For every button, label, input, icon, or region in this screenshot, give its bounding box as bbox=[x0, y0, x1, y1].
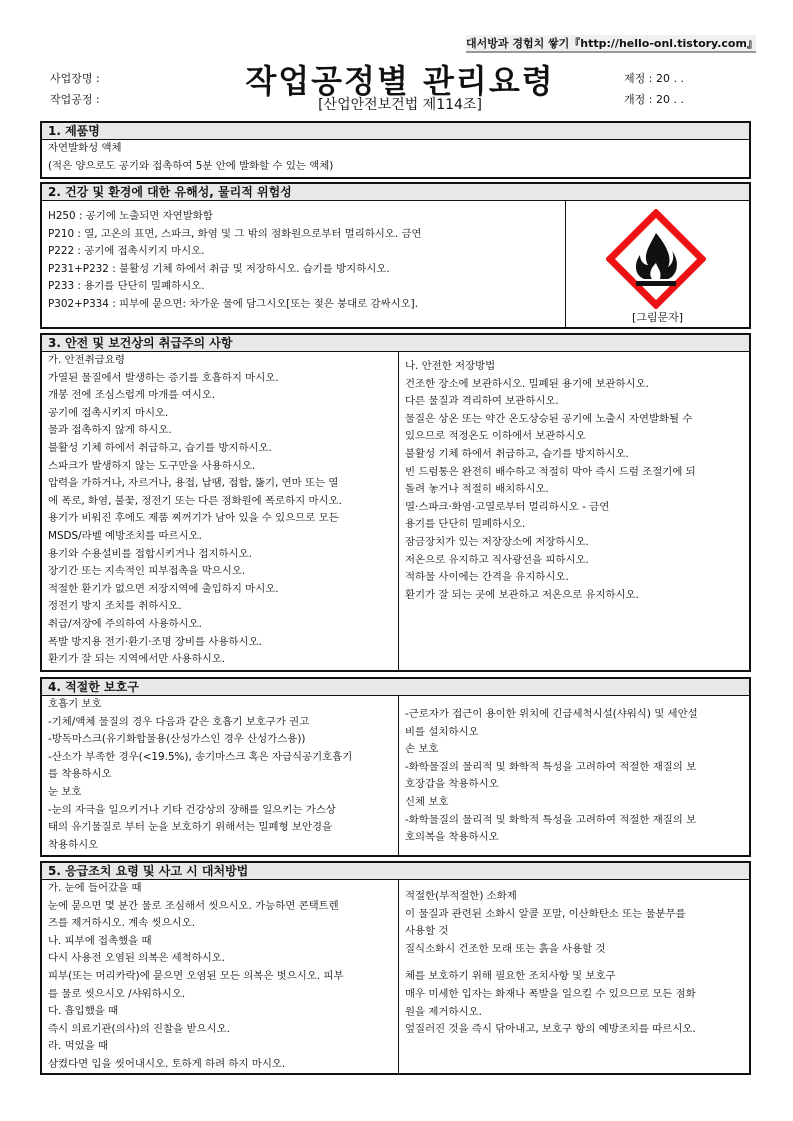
fire-line: 체를 보호하기 위해 필요한 조치사항 및 보호구 bbox=[405, 970, 616, 983]
storage-line: 있으므로 적정온도 이하에서 보관하시오 bbox=[405, 430, 586, 443]
first-aid-line: 가. 눈에 들어갔을 때 bbox=[48, 882, 142, 894]
ppe-line: -눈의 자극을 일으키거나 기타 건강상의 장해를 일으키는 가스상 bbox=[48, 803, 336, 816]
hazard-statements bbox=[42, 208, 422, 314]
ghs-pictogram bbox=[565, 201, 749, 327]
storage-line: 적하물 사이에는 간격을 유지하시오. bbox=[405, 571, 569, 584]
hazard-line: P233 : 용기를 단단히 밀폐하시오. bbox=[48, 280, 205, 293]
fire-line: 매우 미세한 입자는 화재나 폭발을 일으킬 수 있으므로 모든 점화 bbox=[405, 987, 696, 1000]
first-aid-line: 즉시 의료기관(의사)의 진찰을 받으시오. bbox=[48, 1022, 230, 1035]
ppe-line: 비를 설치하시오 bbox=[405, 725, 479, 738]
handling-line: 개봉 전에 조심스럽게 마개를 여시오. bbox=[48, 389, 216, 402]
section-text: (적은 양으로도 공기와 접촉하여 5분 안에 발화할 수 있는 액체) bbox=[48, 159, 334, 172]
handling-line: 물과 접촉하지 않게 하시오. bbox=[48, 424, 172, 437]
section-heading: 1. 제품명 bbox=[42, 123, 749, 140]
handling-line: 스파크가 발생하지 않는 도구만을 사용하시오. bbox=[48, 459, 256, 472]
ppe-line: -화학물질의 물리적 및 화학적 특성을 고려하여 적절한 재질의 보 bbox=[405, 760, 697, 773]
storage-line: 나. 안전한 저장방법 bbox=[405, 360, 496, 372]
section-first-aid bbox=[40, 861, 751, 1075]
fire-line: 엎질러진 것을 즉시 닦아내고, 보호구 항의 예방조치를 따르시오. bbox=[405, 1023, 696, 1036]
storage-line: 빈 드럼통은 완전히 배수하고 적절히 막아 즉시 드럼 조절기에 되 bbox=[405, 465, 696, 478]
first-aid-line: 라. 먹었을 때 bbox=[48, 1040, 109, 1053]
hazard-line: H250 : 공기에 노출되면 자연발화함 bbox=[48, 210, 213, 222]
fire-line: 원을 제거하시오. bbox=[405, 1005, 482, 1018]
first-aid-line: 즈를 제거하시오. 계속 씻으시오. bbox=[48, 917, 195, 930]
storage-line: 물질은 상온 또는 약간 온도상승된 공기에 노출시 자연발화될 수 bbox=[405, 412, 693, 425]
section-heading: 5. 응급조치 요령 및 사고 시 대처방법 bbox=[42, 863, 749, 880]
fire-fighting-column bbox=[398, 880, 749, 1073]
storage-column bbox=[398, 352, 749, 670]
ppe-line: -산소가 부족한 경우(<19.5%), 송기마스크 혹은 자급식공기호흡기 bbox=[48, 750, 353, 763]
section-protective-equipment bbox=[40, 677, 751, 857]
hazard-line: P210 : 열, 고온의 표면, 스파크, 화염 및 그 밖의 점화원으로부터 멀리하시오. 금연 bbox=[48, 227, 422, 240]
handling-line: 정전기 방지 조치를 취하시오. bbox=[48, 600, 182, 613]
storage-line: 환기가 잘 되는 곳에 보관하고 저온으로 유지하시오. bbox=[405, 588, 639, 601]
site-banner: 대서방과 경험치 쌓기『http://hello-onl.tistory.com』 bbox=[466, 35, 756, 53]
hazard-line: P302+P334 : 피부에 묻으면: 차가운 물에 담그시오[또는 젖은 붕대로 감싸시오]. bbox=[48, 297, 419, 310]
respiratory-eye-column bbox=[42, 696, 398, 855]
handling-line: 장기간 또는 지속적인 피부접촉을 막으시오. bbox=[48, 565, 246, 578]
work-process-label: 작업공정 : bbox=[50, 93, 100, 106]
storage-line: 다른 물질과 격리하여 보관하시오. bbox=[405, 395, 559, 408]
storage-line: 용기를 단단히 밀폐하시오. bbox=[405, 518, 526, 531]
handling-line: 용기와 수용설비를 접합시키거나 접지하시오. bbox=[48, 547, 252, 560]
established-date: 제정 : 20 . . bbox=[624, 72, 684, 85]
first-aid-line: 다. 흡입했을 때 bbox=[48, 1005, 119, 1018]
handling-column bbox=[42, 352, 398, 670]
handling-line: 용기가 비워진 후에도 제품 찌꺼기가 남아 있을 수 있으므로 모든 bbox=[48, 512, 339, 525]
storage-line: 돌려 놓거나 적절히 배치하시오. bbox=[405, 483, 549, 496]
ppe-line: 착용하시오 bbox=[48, 838, 99, 851]
storage-line: 열·스파크·화염·고열로부터 멀리하시오 - 금연 bbox=[405, 500, 610, 513]
fire-line: 사용할 것 bbox=[405, 925, 449, 938]
first-aid-line: 다시 사용전 오염된 의복은 세척하시오. bbox=[48, 952, 226, 965]
storage-line: 저온으로 유지하고 직사광선을 피하시오. bbox=[405, 553, 589, 566]
first-aid-line: 나. 피부에 접촉했을 때 bbox=[48, 934, 152, 947]
ppe-line: -근로자가 접근이 용이한 위치에 긴급세척시설(샤워식) 및 세안설 bbox=[405, 708, 698, 720]
handling-line: 불활성 기체 하에서 취급하고, 습기를 방지하시오. bbox=[48, 441, 272, 454]
fire-line: 이 물질과 관련된 소화시 알콜 포말, 이산화탄소 또는 물분무를 bbox=[405, 907, 686, 920]
handling-line: 폭발 방지용 전기·환기·조명 장비를 사용하시오. bbox=[48, 635, 262, 648]
handling-line: MSDS/라벨 예방조치를 따르시오. bbox=[48, 529, 202, 542]
pictogram-label: [그림문자] bbox=[631, 311, 684, 324]
section-handling-storage bbox=[40, 333, 751, 672]
ppe-line: 신체 보호 bbox=[405, 795, 449, 808]
spacer-line bbox=[399, 958, 749, 968]
ppe-line: 를 착용하시오 bbox=[48, 768, 112, 781]
section-product-name bbox=[40, 121, 751, 179]
page-subtitle: [산업안전보건법 제114조] bbox=[318, 97, 482, 113]
ppe-line: -화학물질의 물리적 및 화학적 특성을 고려하여 적절한 재질의 보 bbox=[405, 813, 697, 826]
handling-line: 적절한 환기가 없으면 저장지역에 출입하지 마시오. bbox=[48, 582, 279, 595]
ppe-line: 호장갑을 착용하시오 bbox=[405, 778, 499, 791]
ppe-line: 호흡기 보호 bbox=[48, 698, 102, 710]
handling-line: 압력을 가하거나, 자르거나, 용접, 납땜, 접합, 뚫기, 연마 또는 열 bbox=[48, 477, 339, 490]
ppe-line: 호의복을 착용하시오 bbox=[405, 831, 499, 844]
hazard-line: P231+P232 : 불활성 기체 하에서 취급 및 저장하시오. 습기를 방지하시오. bbox=[48, 262, 390, 275]
storage-line: 건조한 장소에 보관하시오. 밀폐된 용기에 보관하시오. bbox=[405, 377, 649, 390]
section-hazards bbox=[40, 182, 751, 329]
first-aid-column bbox=[42, 880, 398, 1073]
first-aid-line: 를 물로 씻으시오 /샤워하시오. bbox=[48, 987, 186, 1000]
section-text: 자연발화성 액체 bbox=[48, 142, 122, 154]
first-aid-line: 눈에 묻으면 몇 분간 물로 조심해서 씻으시오. 가능하면 콘택트렌 bbox=[48, 899, 339, 912]
section-heading: 4. 적절한 보호구 bbox=[42, 679, 749, 696]
storage-line: 잠금장치가 있는 저장장소에 저장하시오. bbox=[405, 535, 589, 548]
flame-icon bbox=[606, 209, 706, 309]
section-heading: 3. 안전 및 보건상의 취급주의 사항 bbox=[42, 335, 749, 352]
fire-line: 질식소화시 건조한 모래 또는 흙을 사용할 것 bbox=[405, 942, 606, 955]
ppe-line: 눈 보호 bbox=[48, 785, 82, 798]
ppe-line: 태의 유기물질로 부터 눈을 보호하기 위해서는 밀폐형 보안경을 bbox=[48, 821, 333, 834]
first-aid-line: 피부(또는 머리카락)에 묻으면 오염된 모든 의복은 벗으시오. 피부 bbox=[48, 969, 344, 982]
handling-line: 공기에 접촉시키지 마시오. bbox=[48, 406, 169, 419]
handling-line: 에 폭로, 화염, 불꽃, 정전기 또는 다른 점화원에 폭로하지 마시오. bbox=[48, 494, 342, 507]
storage-line: 불활성 기체 하에서 취급하고, 습기를 방지하시오. bbox=[405, 447, 629, 460]
section-heading: 2. 건강 및 환경에 대한 유해성, 물리적 위험성 bbox=[42, 184, 749, 201]
handling-line: 환기가 잘 되는 지역에서만 사용하시오. bbox=[48, 653, 226, 666]
company-name-label: 사업장명 : bbox=[50, 72, 100, 85]
hand-body-column bbox=[398, 696, 749, 855]
handling-line: 취급/저장에 주의하여 사용하시오. bbox=[48, 617, 202, 630]
ppe-line: 손 보호 bbox=[405, 743, 439, 756]
hazard-line: P222 : 공기에 접촉시키지 마시오. bbox=[48, 245, 205, 258]
handling-line: 가. 안전취급요령 bbox=[48, 354, 125, 366]
page-title: 작업공정별 관리요령 bbox=[245, 62, 555, 100]
ppe-line: -방독마스크(유기화합물용(산성가스인 경우 산성가스용)) bbox=[48, 733, 306, 746]
first-aid-line: 삼켰다면 입을 씻어내시오. 토하게 하려 하지 마시오. bbox=[48, 1057, 286, 1070]
ppe-line: -기체/액체 물질의 경우 다음과 같은 호흡기 보호구가 권고 bbox=[48, 715, 310, 728]
revised-date: 개정 : 20 . . bbox=[624, 93, 684, 106]
handling-line: 가열된 물질에서 발생하는 증기를 호흡하지 마시오. bbox=[48, 371, 279, 384]
fire-line: 적절한(부적절한) 소화제 bbox=[405, 890, 517, 902]
